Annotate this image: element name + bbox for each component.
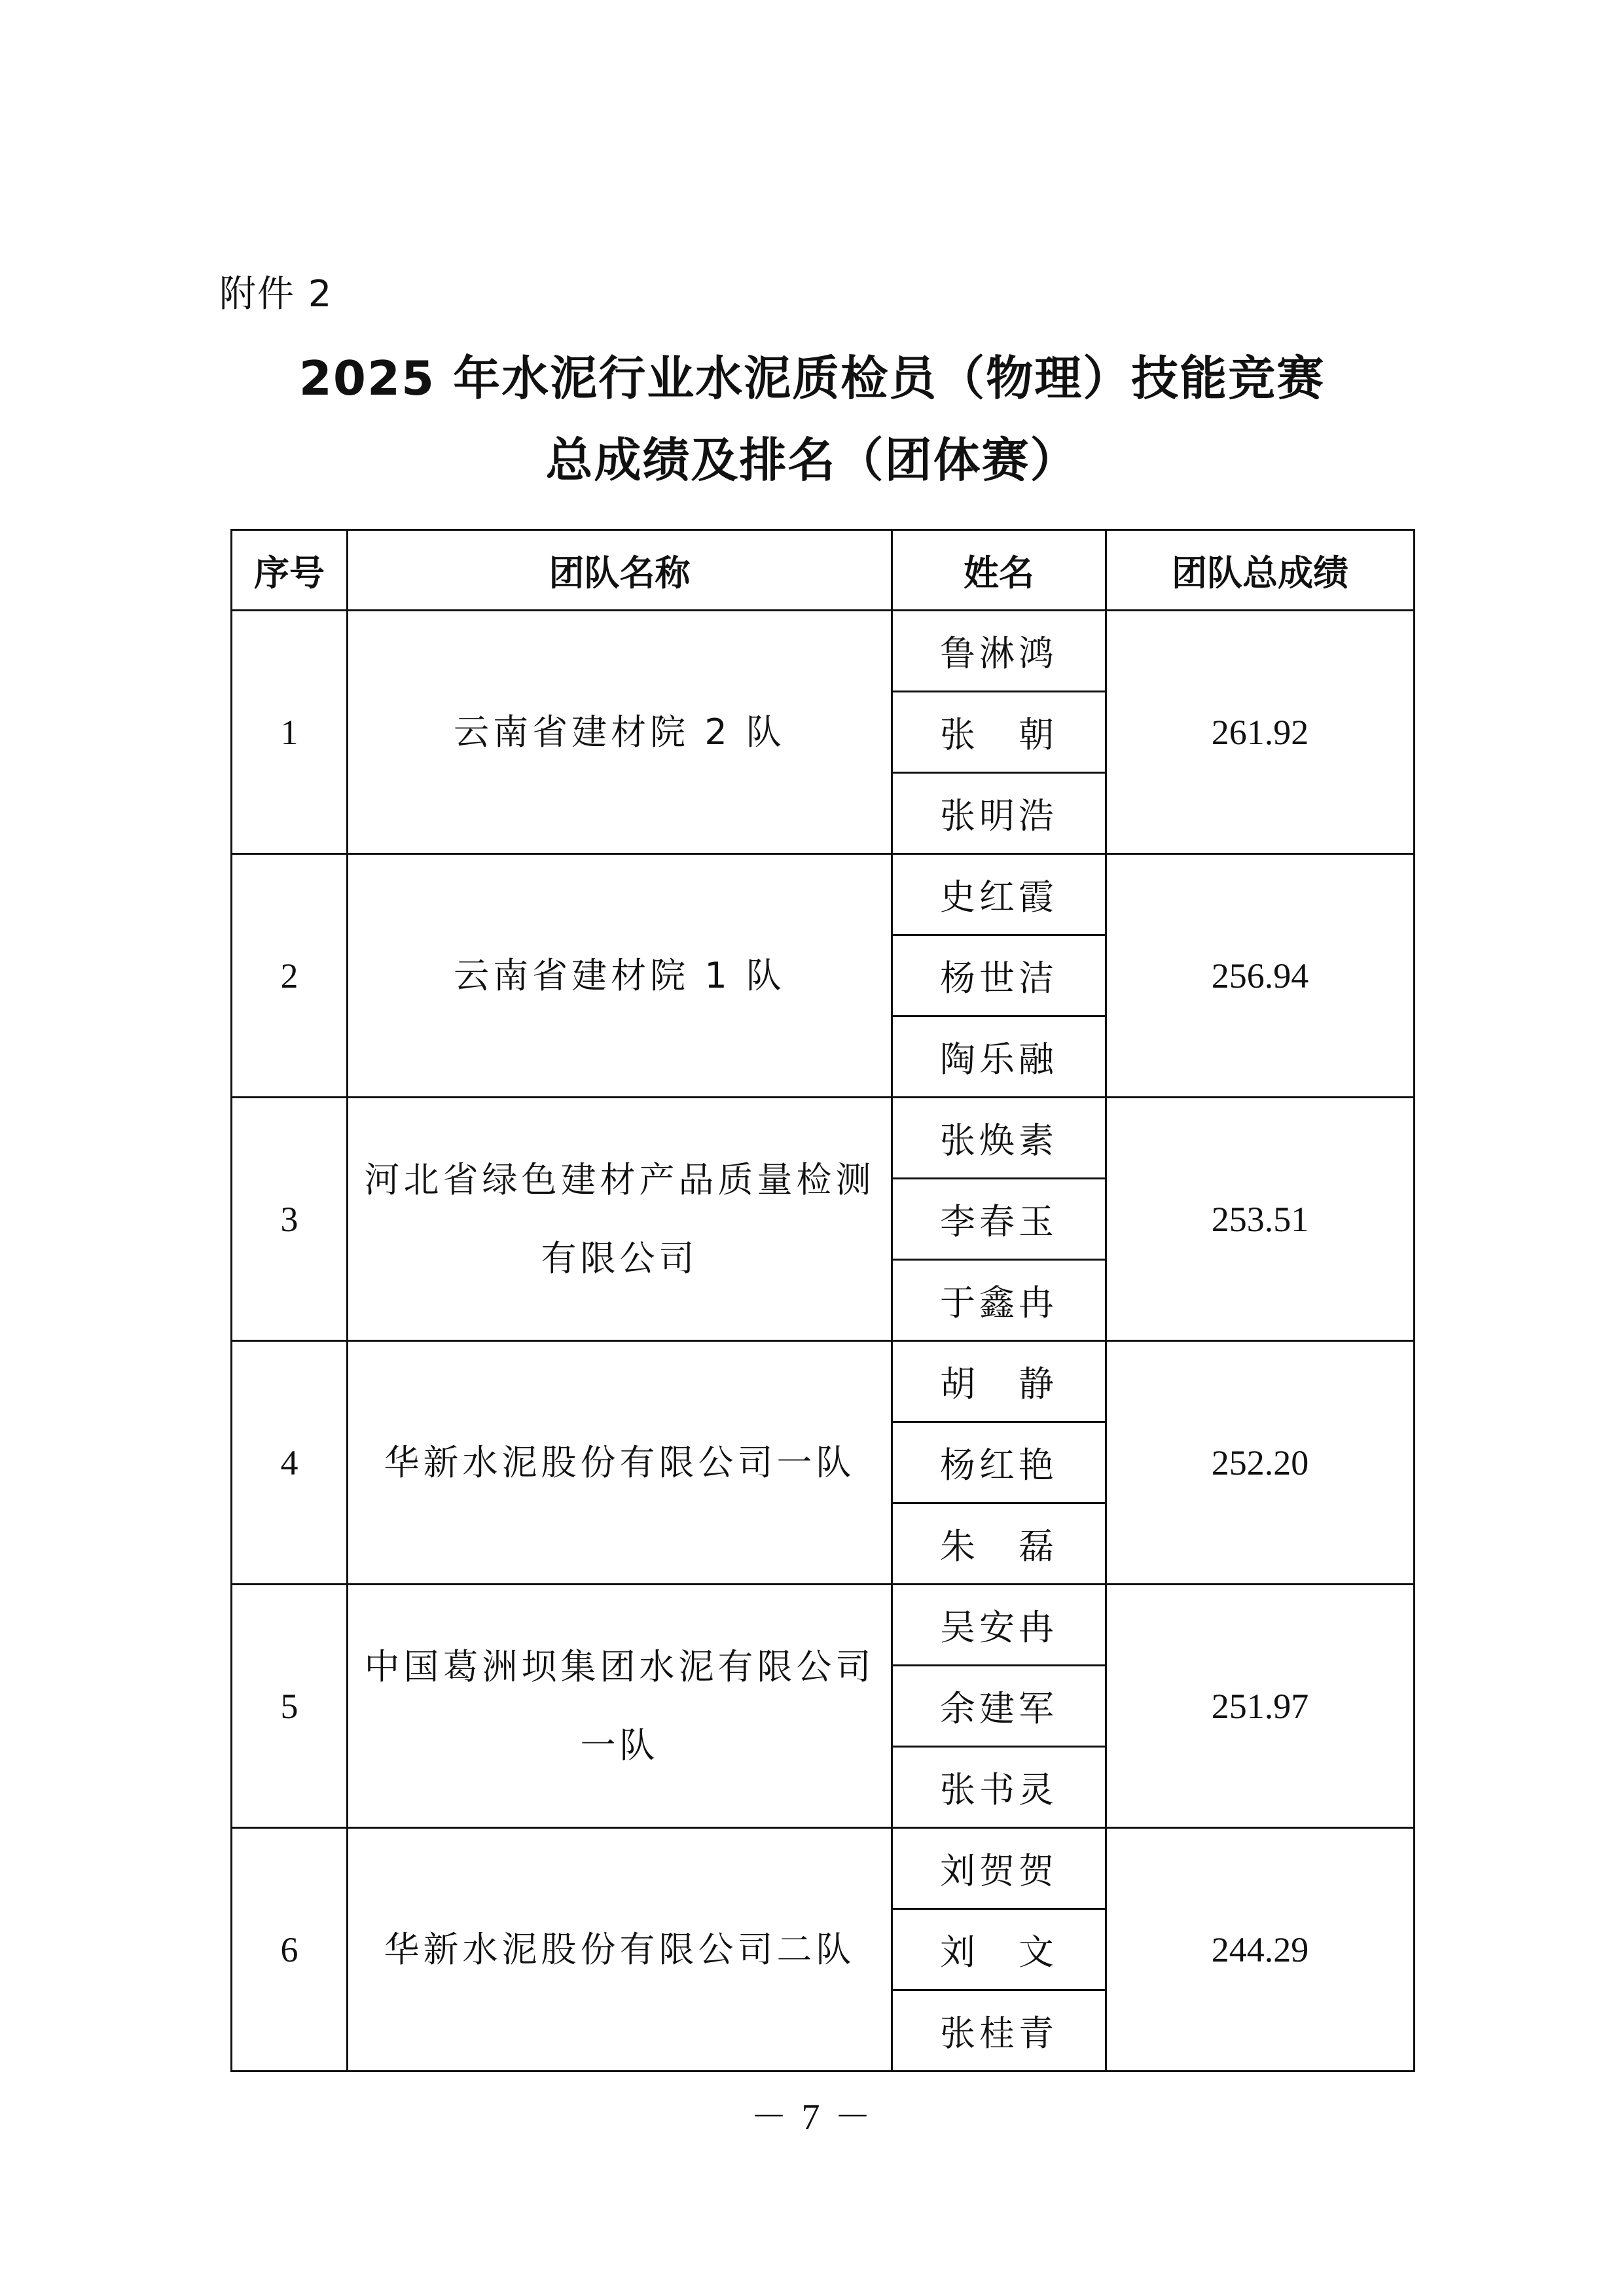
cell-member-name: 张桂青 [892, 1990, 1106, 2072]
document-title-line-1: 2025 年水泥行业水泥质检员（物理）技能竞赛 [298, 351, 1326, 406]
cell-member-name: 李春玉 [892, 1179, 1106, 1260]
cell-member-name: 杨红艳 [892, 1422, 1106, 1503]
cell-member-name: 胡 静 [892, 1341, 1106, 1422]
table-row [232, 854, 1415, 935]
cell-team-name: 华新水泥股份有限公司一队 [348, 1341, 892, 1585]
page-number: － 7 － [750, 2097, 874, 2138]
cell-member-name: 余建军 [892, 1666, 1106, 1747]
cell-team-score: 252.20 [1106, 1341, 1415, 1585]
cell-seq: 6 [232, 1828, 348, 2072]
cell-seq: 4 [232, 1341, 348, 1585]
table-row [232, 1828, 1415, 1909]
cell-member-name: 刘 文 [892, 1909, 1106, 1990]
cell-team-name: 云南省建材院 2 队 [348, 611, 892, 854]
cell-member-name: 张 朝 [892, 692, 1106, 773]
cell-team-score: 253.51 [1106, 1098, 1415, 1341]
cell-team-name: 华新水泥股份有限公司二队 [348, 1828, 892, 2072]
cell-member-name: 杨世洁 [892, 935, 1106, 1016]
header-team: 团队名称 [348, 530, 892, 611]
cell-seq: 1 [232, 611, 348, 854]
cell-member-name: 朱 磊 [892, 1503, 1106, 1585]
cell-member-name: 陶乐融 [892, 1016, 1106, 1098]
cell-seq: 2 [232, 854, 348, 1098]
table-row [232, 1098, 1415, 1179]
cell-team-score: 251.97 [1106, 1585, 1415, 1828]
cell-member-name: 鲁淋鸿 [892, 611, 1106, 692]
cell-member-name: 张明浩 [892, 773, 1106, 854]
team-results-table [230, 529, 1415, 2072]
document-title-line-2: 总成绩及排名（团体赛） [545, 433, 1079, 488]
cell-member-name: 史红霞 [892, 854, 1106, 935]
attachment-label: 附件 2 [219, 273, 333, 315]
cell-seq: 3 [232, 1098, 348, 1341]
header-score: 团队总成绩 [1106, 530, 1415, 611]
cell-team-score: 261.92 [1106, 611, 1415, 854]
header-seq: 序号 [232, 530, 348, 611]
cell-team-name: 云南省建材院 1 队 [348, 854, 892, 1098]
header-name: 姓名 [892, 530, 1106, 611]
cell-member-name: 吴安冉 [892, 1585, 1106, 1666]
table-row [232, 1341, 1415, 1422]
table-row [232, 1585, 1415, 1666]
cell-seq: 5 [232, 1585, 348, 1828]
table-header-row [232, 530, 1415, 611]
table-body [232, 611, 1415, 2072]
cell-member-name: 张书灵 [892, 1747, 1106, 1828]
cell-team-score: 244.29 [1106, 1828, 1415, 2072]
table-row [232, 611, 1415, 692]
cell-member-name: 于鑫冉 [892, 1260, 1106, 1341]
cell-member-name: 刘贺贺 [892, 1828, 1106, 1909]
cell-team-name: 中国葛洲坝集团水泥有限公司一队 [348, 1585, 892, 1828]
cell-team-name: 河北省绿色建材产品质量检测有限公司 [348, 1098, 892, 1341]
cell-member-name: 张焕素 [892, 1098, 1106, 1179]
cell-team-score: 256.94 [1106, 854, 1415, 1098]
